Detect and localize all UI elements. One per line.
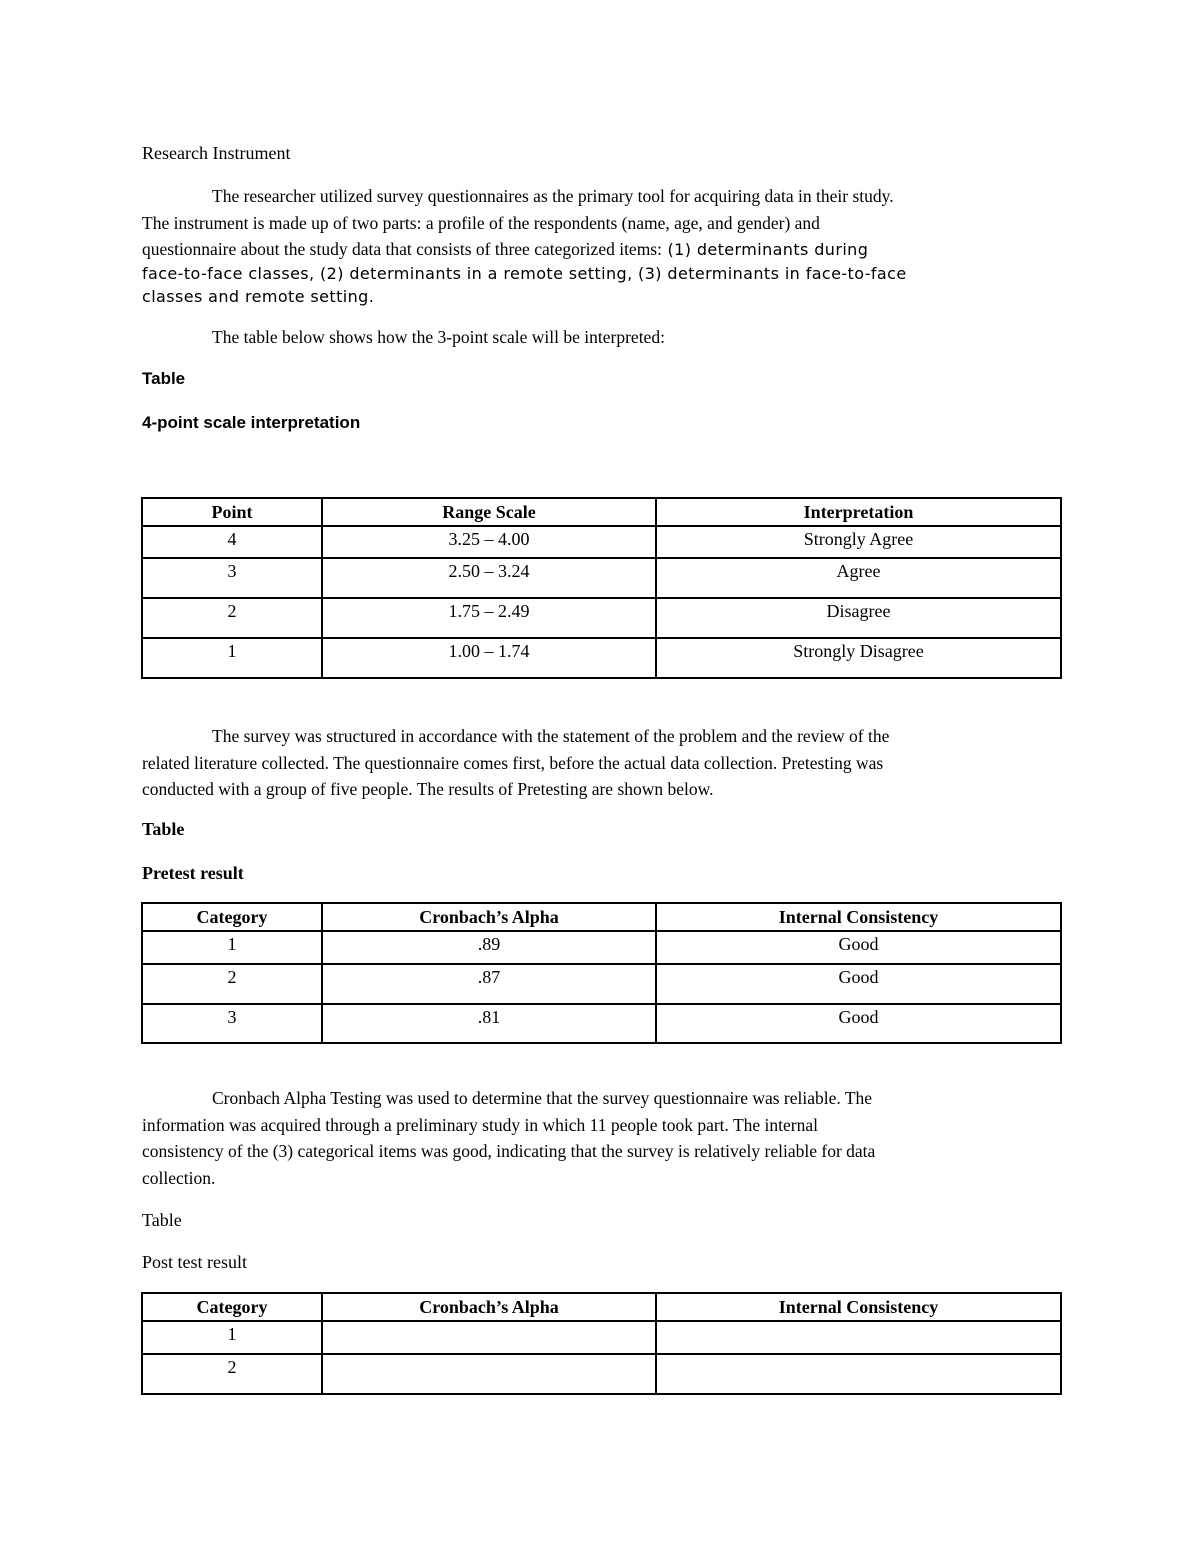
table1-caption: 4-point scale interpretation — [142, 413, 361, 432]
page-title: Research Instrument — [142, 143, 291, 163]
table-row — [142, 1321, 1061, 1354]
column-header: Category — [142, 903, 322, 931]
survey-line: conducted with a group of five people. The results of Pretesting are shown below. — [142, 779, 714, 799]
table-cell: 1.75 – 2.49 — [322, 598, 656, 638]
column-header: Cronbach’s Alpha — [322, 903, 656, 931]
intro-line: face-to-face classes, (2) determinants in a remote setting, (3) determinants in face-to-face — [142, 264, 907, 283]
table-cell — [656, 1321, 1061, 1354]
table2-caption: Pretest result — [142, 863, 244, 883]
table-cell: 3 — [142, 558, 322, 598]
table-cell: 3.25 – 4.00 — [322, 526, 656, 558]
table-header-row — [142, 1293, 1061, 1321]
table-cell: 1 — [142, 1321, 322, 1354]
table-cell — [656, 1354, 1061, 1394]
intro-line: questionnaire about the study data that consists of three categorized items: (1) determinants during — [142, 239, 869, 259]
cronbach-line: Cronbach Alpha Testing was used to determine that the survey questionnaire was reliable. The — [212, 1088, 873, 1108]
table-cell: 4 — [142, 526, 322, 558]
table3-caption: Post test result — [142, 1252, 248, 1272]
column-header: Internal Consistency — [656, 903, 1061, 931]
column-header: Interpretation — [656, 498, 1061, 526]
scale-intro: The table below shows how the 3-point scale will be interpreted: — [212, 327, 665, 347]
table-header-row — [142, 498, 1061, 526]
column-header: Point — [142, 498, 322, 526]
table-cell: 1.00 – 1.74 — [322, 638, 656, 678]
intro-line: classes and remote setting. — [142, 287, 375, 306]
cronbach-line: information was acquired through a preliminary study in which 11 people took part. The internal — [142, 1114, 819, 1135]
table-cell: Agree — [656, 558, 1061, 598]
table-cell: 1 — [142, 931, 322, 964]
cronbach-paragraph — [142, 1085, 1062, 1191]
table-row — [142, 638, 1061, 678]
table-row — [142, 1004, 1061, 1043]
table-row — [142, 931, 1061, 964]
table-cell: Strongly Disagree — [656, 638, 1061, 678]
table-cell — [322, 1321, 656, 1354]
column-header: Internal Consistency — [656, 1293, 1061, 1321]
cronbach-line: collection. — [142, 1167, 216, 1188]
intro-line: The researcher utilized survey questionnaires as the primary tool for acquiring data in their study. — [212, 186, 894, 206]
table-cell — [322, 1354, 656, 1394]
column-header: Category — [142, 1293, 322, 1321]
table-cell: 2 — [142, 598, 322, 638]
column-header: Cronbach’s Alpha — [322, 1293, 656, 1321]
table3-label: Table — [142, 1210, 182, 1230]
cronbach-line: consistency of the (3) categorical items was good, indicating that the survey is relatively reliable for data — [142, 1141, 876, 1161]
table-cell: Strongly Agree — [656, 526, 1061, 558]
intro-line: The instrument is made up of two parts: a profile of the respondents (name, age, and gender) and — [142, 212, 820, 233]
column-header: Range Scale — [322, 498, 656, 526]
table1-label: Table — [142, 369, 186, 388]
table-header-row — [142, 903, 1061, 931]
table-row — [142, 526, 1061, 558]
table-cell: Disagree — [656, 598, 1061, 638]
survey-line: related literature collected. The questionnaire comes first, before the actual data collection. Pretesting was — [142, 752, 884, 773]
survey-line: The survey was structured in accordance with the statement of the problem and the review of the — [212, 726, 890, 746]
table-row — [142, 964, 1061, 1004]
pretest-result-table — [141, 902, 1062, 1044]
intro-paragraph-continued — [142, 262, 1062, 308]
table-cell: 2.50 – 3.24 — [322, 558, 656, 598]
table-row — [142, 598, 1061, 638]
table2-label: Table — [142, 819, 185, 839]
table-cell: 1 — [142, 638, 322, 678]
table-cell: .87 — [322, 964, 656, 1004]
table-cell: .89 — [322, 931, 656, 964]
table-cell: 2 — [142, 1354, 322, 1394]
table-cell: .81 — [322, 1004, 656, 1043]
survey-paragraph — [142, 723, 1062, 803]
table-row — [142, 558, 1061, 598]
table-row — [142, 1354, 1061, 1394]
intro-paragraph — [142, 183, 1062, 264]
post-test-result-table — [141, 1292, 1062, 1395]
table-cell: 3 — [142, 1004, 322, 1043]
table-cell: Good — [656, 964, 1061, 1004]
table-cell: Good — [656, 1004, 1061, 1043]
table-cell: Good — [656, 931, 1061, 964]
scale-interpretation-table — [141, 497, 1062, 679]
table-cell: 2 — [142, 964, 322, 1004]
